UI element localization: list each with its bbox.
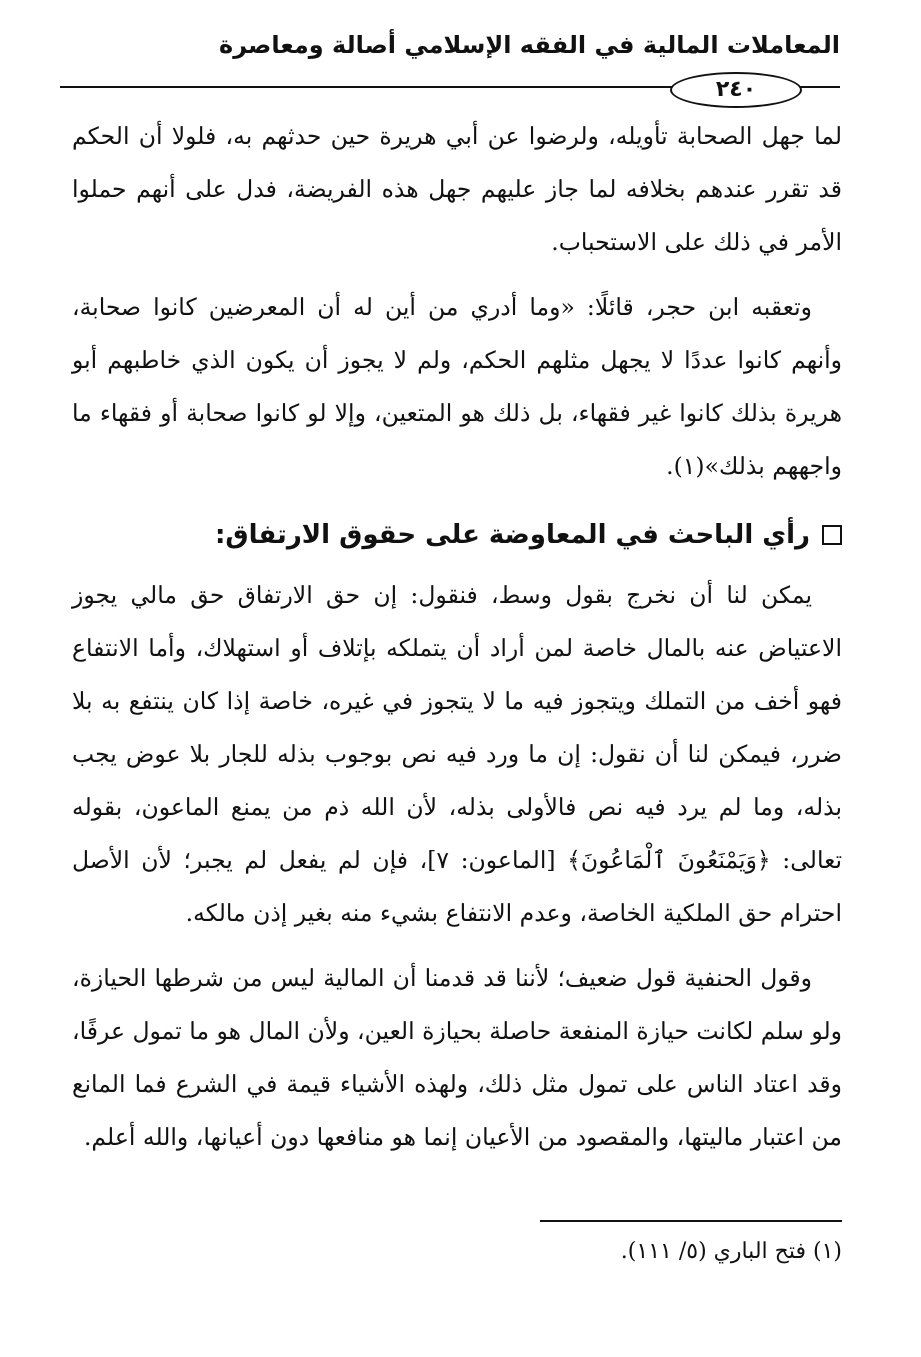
section-heading-text: رأي الباحث في المعاوضة على حقوق الارتفاق: (214, 520, 810, 550)
paragraph-4: وقول الحنفية قول ضعيف؛ لأننا قد قدمنا أن المالية ليس من شرطها الحيازة، ولو سلم لكانت حيازة المنفعة حاصلة بحيازة العين، ولأن المال هو ما تمول عرفًا، وقد اعتاد الناس على تمول مثل ذلك، ولهذه الأشياء قيمة في الشرع فما المانع من اعتبار ماليتها، والمقصود من الأعيان إنما هو منافعها دون أعيانها، والله أعلم. (72, 964, 842, 1151)
page-number: ٢٤٠ (670, 72, 802, 108)
paragraph-3: يمكن لنا أن نخرج بقول وسط، فنقول: إن حق الارتفاق حق مالي يجوز الاعتياض عنه بالمال خاصة لمن أراد أن يتملكه بإتلاف أو استهلاك، وأما الانتفاع فهو أخف من التملك ويتجوز فيه ما لا يتجوز في غيره، خاصة إذا كان ينتفع به بلا ضرر، فيمكن لنا أن نقول: إن ما ورد فيه نص بوجوب بذله للجار بلا عوض يجب بذله، وما لم يرد فيه نص فالأولى بذله، لأن الله ذم من يمنع الماعون، بقوله تعالى: ﴿وَيَمْنَعُونَ ٱلْمَاعُونَ﴾ [الماعون: ٧]، فإن لم يفعل لم يجبر؛ لأن الأصل احترام حق الملكية الخاصة، وعدم الانتفاع بشيء منه بغير إذن مالكه. (72, 581, 842, 927)
paragraph-2: وتعقبه ابن حجر، قائلًا: «وما أدري من أين له أن المعرضين كانوا صحابة، وأنهم كانوا عددًا لا يجهل مثلهم الحكم، ولم لا يجوز أن يكون الذي خاطبهم أبو هريرة بذلك كانوا غير فقهاء، بل ذلك هو المتعين، وإلا لو كانوا صحابة أو فقهاء ما واجههم بذلك»(١). (72, 293, 842, 480)
footnote: (١) فتح الباري (٥/ ١١١). (620, 1239, 842, 1264)
main-text (72, 110, 842, 1164)
book-title: المعاملات المالية في الفقه الإسلامي أصالة ومعاصرة (219, 31, 840, 59)
section-heading (72, 511, 842, 559)
footnote-separator (540, 1220, 842, 1222)
square-bullet-icon (822, 525, 842, 545)
paragraph-1: لما جهل الصحابة تأويله، ولرضوا عن أبي هريرة حين حدثهم به، فلولا أن الحكم قد تقرر عندهم بخلافه لما جاز عليهم جهل هذه الفريضة، فدل على أنهم حملوا الأمر في ذلك على الاستحباب. (72, 122, 842, 256)
running-header (60, 28, 840, 100)
